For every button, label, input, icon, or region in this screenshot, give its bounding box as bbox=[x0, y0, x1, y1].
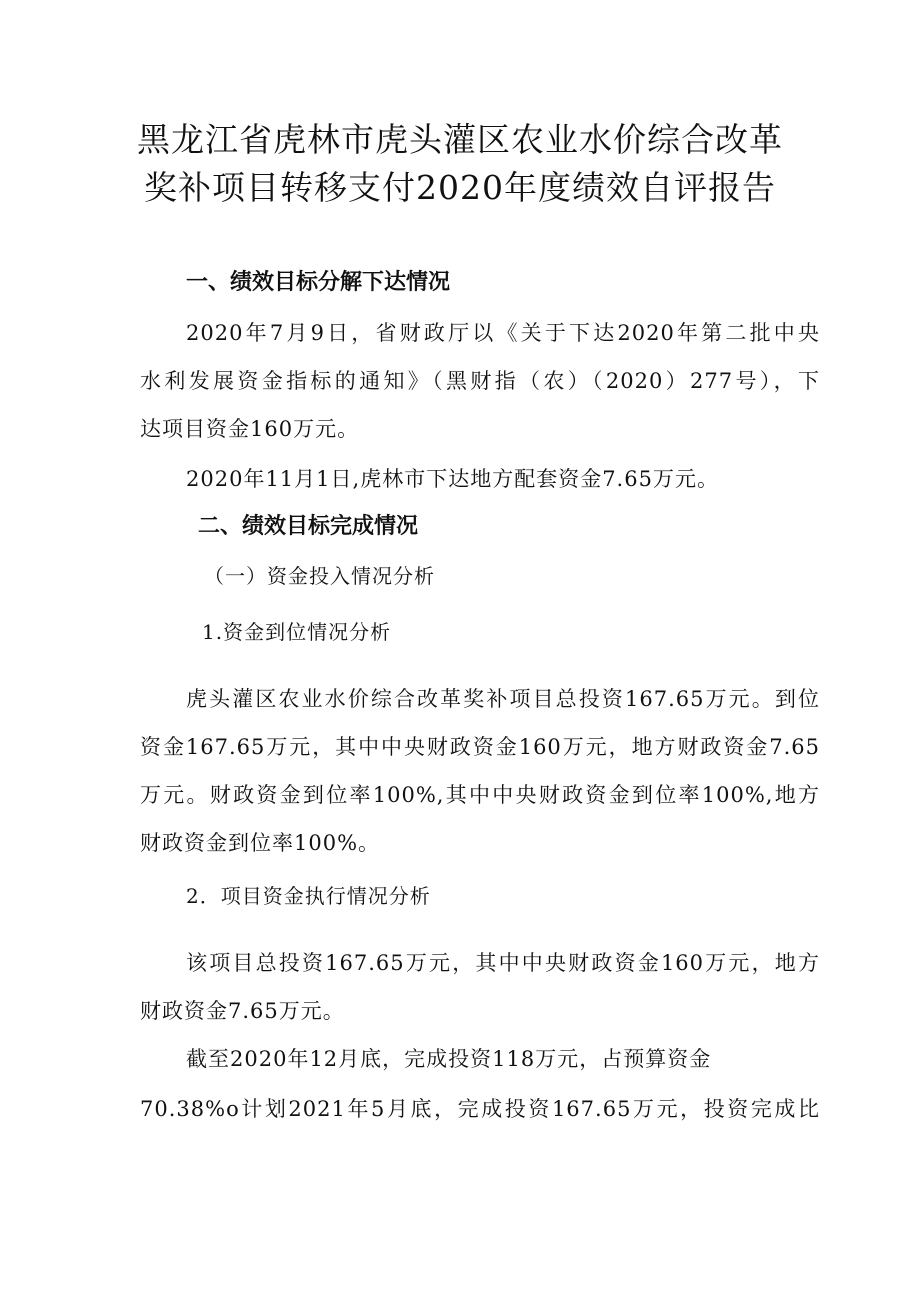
document-title-line-2: 奖补项目转移支付2020年度绩效自评报告 bbox=[144, 168, 776, 207]
item-2-paragraph-1-line-1: 该项目总投资167.65万元，其中中央财政资金160万元，地方 bbox=[186, 951, 820, 975]
item-2-heading: 2．项目资金执行情况分析 bbox=[186, 884, 431, 908]
subsection-1-heading: （一）资金投入情况分析 bbox=[204, 564, 435, 588]
section-1-paragraph-1-line-2: 水利发展资金指标的通知》（黑财指（农）（2020）277号），下 bbox=[140, 369, 820, 393]
item-1-paragraph-line-1: 虎头灌区农业水价综合改革奖补项目总投资167.65万元。到位 bbox=[186, 687, 820, 711]
section-1-paragraph-1-line-1: 2020年7月9日，省财政厅以《关于下达2020年第二批中央 bbox=[186, 321, 820, 345]
section-1-paragraph-2: 2020年11月1日,虎林市下达地方配套资金7.65万元。 bbox=[186, 467, 719, 491]
item-2-paragraph-2-line-1: 截至2020年12月底，完成投资118万元，占预算资金 bbox=[186, 1047, 712, 1071]
item-1-paragraph-line-3: 万元。财政资金到位率100%,其中中央财政资金到位率100%,地方 bbox=[140, 783, 820, 807]
section-2-heading: 二、绩效目标完成情况 bbox=[198, 514, 419, 539]
item-2-paragraph-2-line-2: 70.38%o计划2021年5月底，完成投资167.65万元，投资完成比 bbox=[140, 1097, 820, 1121]
section-1-paragraph-1-line-3: 达项目资金160万元。 bbox=[140, 417, 360, 441]
item-1-paragraph-line-4: 财政资金到位率100%。 bbox=[140, 831, 381, 855]
item-1-heading: 1.资金到位情况分析 bbox=[202, 620, 392, 644]
item-2-paragraph-1-line-2: 财政资金7.65万元。 bbox=[140, 999, 345, 1023]
section-1-heading: 一、绩效目标分解下达情况 bbox=[186, 270, 451, 295]
item-1-paragraph-line-2: 资金167.65万元，其中中央财政资金160万元，地方财政资金7.65 bbox=[140, 735, 820, 759]
document-title-line-1: 黑龙江省虎林市虎头灌区农业水价综合改革 bbox=[137, 120, 783, 159]
